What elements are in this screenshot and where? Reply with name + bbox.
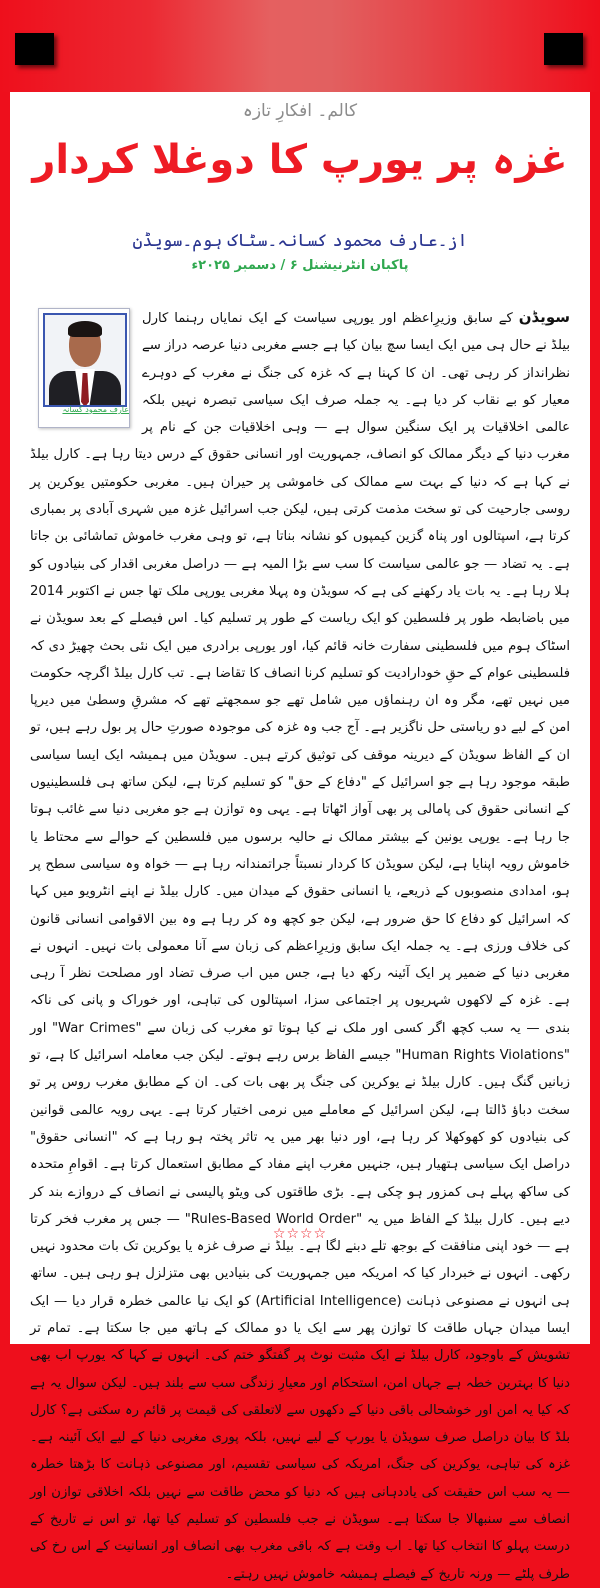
end-stars-icon: ☆☆☆☆ bbox=[272, 1226, 328, 1242]
lead-word: سویڈن bbox=[518, 308, 570, 326]
corner-block-left bbox=[15, 33, 54, 65]
article-body bbox=[30, 304, 570, 1588]
dateline: پاکبان انٹرنیشنل ۶ / دسمبر ۲۰۲۵ء bbox=[191, 258, 409, 273]
author-photo bbox=[38, 308, 130, 428]
top-red-band bbox=[0, 0, 600, 92]
author-photo-caption: عارف محمود کسانہ bbox=[62, 404, 129, 414]
portrait-image bbox=[43, 313, 127, 407]
corner-block-right bbox=[544, 33, 583, 65]
column-tag: کالم۔ افکارِ تازہ bbox=[242, 101, 358, 121]
article-page bbox=[10, 92, 590, 1582]
byline: از۔عارف محمود کسانہ۔سٹاک ہوم۔سویڈن bbox=[132, 231, 468, 251]
article-paragraph bbox=[30, 304, 570, 1588]
article-text: کے سابق وزیرِاعظم اور یورپی سیاست کے ایک نمایاں رہنما کارل بیلڈ نے حال ہی میں ایک ایسا سچ بیان کیا ہے جسے مغربی دنیا عرصہ دراز سے نظرانداز کر رہی تھی۔ ان کا کہنا ہے کہ غزہ کی جنگ نے مغرب کے دوہرے معیار کو بے نقاب کر دیا ہے۔ یہ جملہ صرف ایک سیاسی تبصرہ نہیں بلکہ عالمی اخلاقیات پر ایک سنگین سوال ہے — وہی اخلاقیات جن کے نام پر مغرب دنیا کے دیگر ممالک کو انصاف، جمہوریت اور انسانی حقوق کے درس دیتا رہا ہے۔ کارل بیلڈ نے کہا ہے کہ دنیا کے بہت سے ممالک کی خاموشی پر حیران ہیں۔ مغربی حکومتیں یوکرین پر روسی جارحیت کی تو سخت مذمت کرتی ہیں، لیکن جب اسرائیل غزہ میں شہری آبادی پر بمباری کرتا ہے، اسپتالوں اور پناہ گزین کیمپوں کو نشانہ بناتا ہے، تو وہی مغرب خاموش تماشائی بن جاتا ہے۔ یہ تضاد — جو عالمی سیاست کا سب سے بڑا المیہ ہے — دراصل مغربی اقدار کی بنیادوں کو ہلا رہا ہے۔ یہ بات یاد رکھنے کی ہے کہ سویڈن وہ پہلا مغربی یورپی ملک تھا جس نے اکتوبر 2014 میں باضابطہ طور پر فلسطین کو ایک ریاست کے طور پر تسلیم کیا۔ اس فیصلے کے بعد سویڈن نے اسٹاک ہوم میں فلسطینی سفارت خانہ قائم کیا، اور یورپی برادری میں ایک نئی بحث چھیڑ دی کہ فلسطینی عوام کے حقِ خودارادیت کو تسلیم کرنا انصاف کا تقاضا ہے۔ تب کارل بیلڈ اگرچہ حکومت میں نہیں تھے، مگر وہ ان رہنماؤں میں شامل تھے جو سمجھتے تھے کہ مشرقِ وسطیٰ میں دیرپا امن کے لیے دو ریاستی حل ناگزیر ہے۔ آج جب وہ غزہ کی موجودہ صورتِ حال پر بول رہے ہیں، تو ان کے الفاظ سویڈن کے دیرینہ موقف کی توثیق کرتے ہیں۔ سویڈن میں ہمیشہ ایک ایسا سیاسی طبقہ موجود رہا ہے جو اسرائیل کے "دفاع کے حق" کو تسلیم کرتا ہے، لیکن ساتھ ہی فلسطینیوں کے انسانی حقوق کی پامالی پر بھی آواز اٹھاتا ہے۔ یہی وہ توازن ہے جو مغربی دنیا سے غائب ہوتا جا رہا ہے۔ یورپی یونین کے بیشتر ممالک نے حالیہ برسوں میں فلسطین کے حوالے سے محتاط یا خاموش رویہ اپنایا ہے، لیکن سویڈن کا کردار نسبتاً جراتمندانہ رہا ہے — خواہ وہ سیاسی سطح پر ہو، امدادی منصوبوں کے ذریعے، یا انسانی حقوق کے میدان میں۔ کارل بیلڈ نے اپنے انٹرویو میں کہا کہ اسرائیل کو دفاع کا حق ضرور ہے، لیکن جو کچھ وہ کر رہا ہے وہ بین الاقوامی انسانی قانون کی خلاف ورزی ہے۔ یہ جملہ ایک سابق وزیرِاعظم کی زبان سے آنا معمولی بات نہیں۔ انہوں نے مغربی دنیا کے ضمیر پر ایک آئینہ رکھ دیا ہے، جس میں اب صرف تضاد اور مصلحت نظر آ رہی ہے۔ غزہ کے لاکھوں شہریوں پر اجتماعی سزا، اسپتالوں کی تباہی، اور خوراک و پانی کی ناکہ بندی — یہ سب کچھ اگر کسی اور ملک نے کیا ہوتا تو مغرب کی زبان سے "War Crimes" اور "Human Rights Violations" جیسے الفاظ برس رہے ہوتے۔ لیکن جب معاملہ اسرائیل کا ہے، تو زبانیں گنگ ہیں۔ کارل بیلڈ نے یوکرین کی جنگ پر بھی بات کی۔ ان کے مطابق مغرب روس پر تو سخت دباؤ ڈالتا ہے، لیکن اسرائیل کے معاملے میں نرمی اختیار کرتا ہے۔ یہی رویہ عالمی قوانین کی بنیادوں کو کھوکھلا کر رہا ہے، اور دنیا بھر میں یہ تاثر پختہ ہو رہا ہے کہ "انسانی حقوق" دراصل ایک سیاسی ہتھیار ہیں، جنہیں مغرب اپنے مفاد کے مطابق استعمال کرتا ہے۔ اقوامِ متحدہ کی ساکھ پہلے ہی کمزور ہو چکی ہے۔ بڑی طاقتوں کی ویٹو پالیسی نے انصاف کے دروازے بند کر دیے ہیں۔ کارل بیلڈ کے الفاظ میں یہ "Rules-Based World Order" — جس پر مغرب فخر کرتا ہے — خود اپنی منافقت کے بوجھ تلے دبنے لگا ہے۔ بیلڈ نے صرف غزہ یا یوکرین تک بات محدود نہیں رکھی۔ انہوں نے خبردار کیا کہ امریکہ میں جمہوریت کی بنیادیں بھی متزلزل ہو رہی ہیں۔ ساتھ ہی انہوں نے مصنوعی ذہانت (Artificial Intelligence) کو ایک نیا عالمی خطرہ قرار دیا — ایک ایسا میدان جہاں طاقت کا توازن پھر سے ایک یا دو ممالک کے ہاتھ میں جا سکتا ہے۔ تمام تر تشویش کے باوجود، کارل بیلڈ نے ایک مثبت نوٹ پر گفتگو ختم کی۔ انہوں نے کہا کہ یورپ اب بھی دنیا کا بہترین خطہ ہے جہاں امن، استحکام اور معیارِ زندگی سب سے بلند ہیں۔ لیکن سوال یہ ہے کہ کیا یہ امن اور خوشحالی باقی دنیا کے دکھوں سے لاتعلقی کی قیمت پر قائم رہ سکتی ہے؟ کارل بلڈ کا بیان دراصل صرف سویڈن یا یورپ کے لیے نہیں، بلکہ پوری مغربی دنیا کے لیے ایک آئینہ ہے۔ غزہ کی تباہی، یوکرین کی جنگ، امریکہ کی سیاسی تقسیم، اور مصنوعی ذہانت کا بڑھتا خطرہ — یہ سب اس حقیقت کی یاددہانی ہیں کہ دنیا کو محض طاقت سے نہیں بلکہ اخلاقی توازن اور انصاف سے سنبھالا جا سکتا ہے۔ سویڈن نے جب فلسطین کو تسلیم کیا تھا، تو اس نے تاریخ کے درست پہلو کا انتخاب کیا تھا۔ اب وقت ہے کہ باقی مغرب بھی انصاف اور انسانیت کے اس رخ کی طرف پلٹے — ورنہ تاریخ کے فیصلے ہمیشہ خاموش نہیں رہتے۔ bbox=[30, 311, 571, 1582]
headline: غزہ پر یورپ کا دوغلا کردار bbox=[32, 137, 568, 183]
